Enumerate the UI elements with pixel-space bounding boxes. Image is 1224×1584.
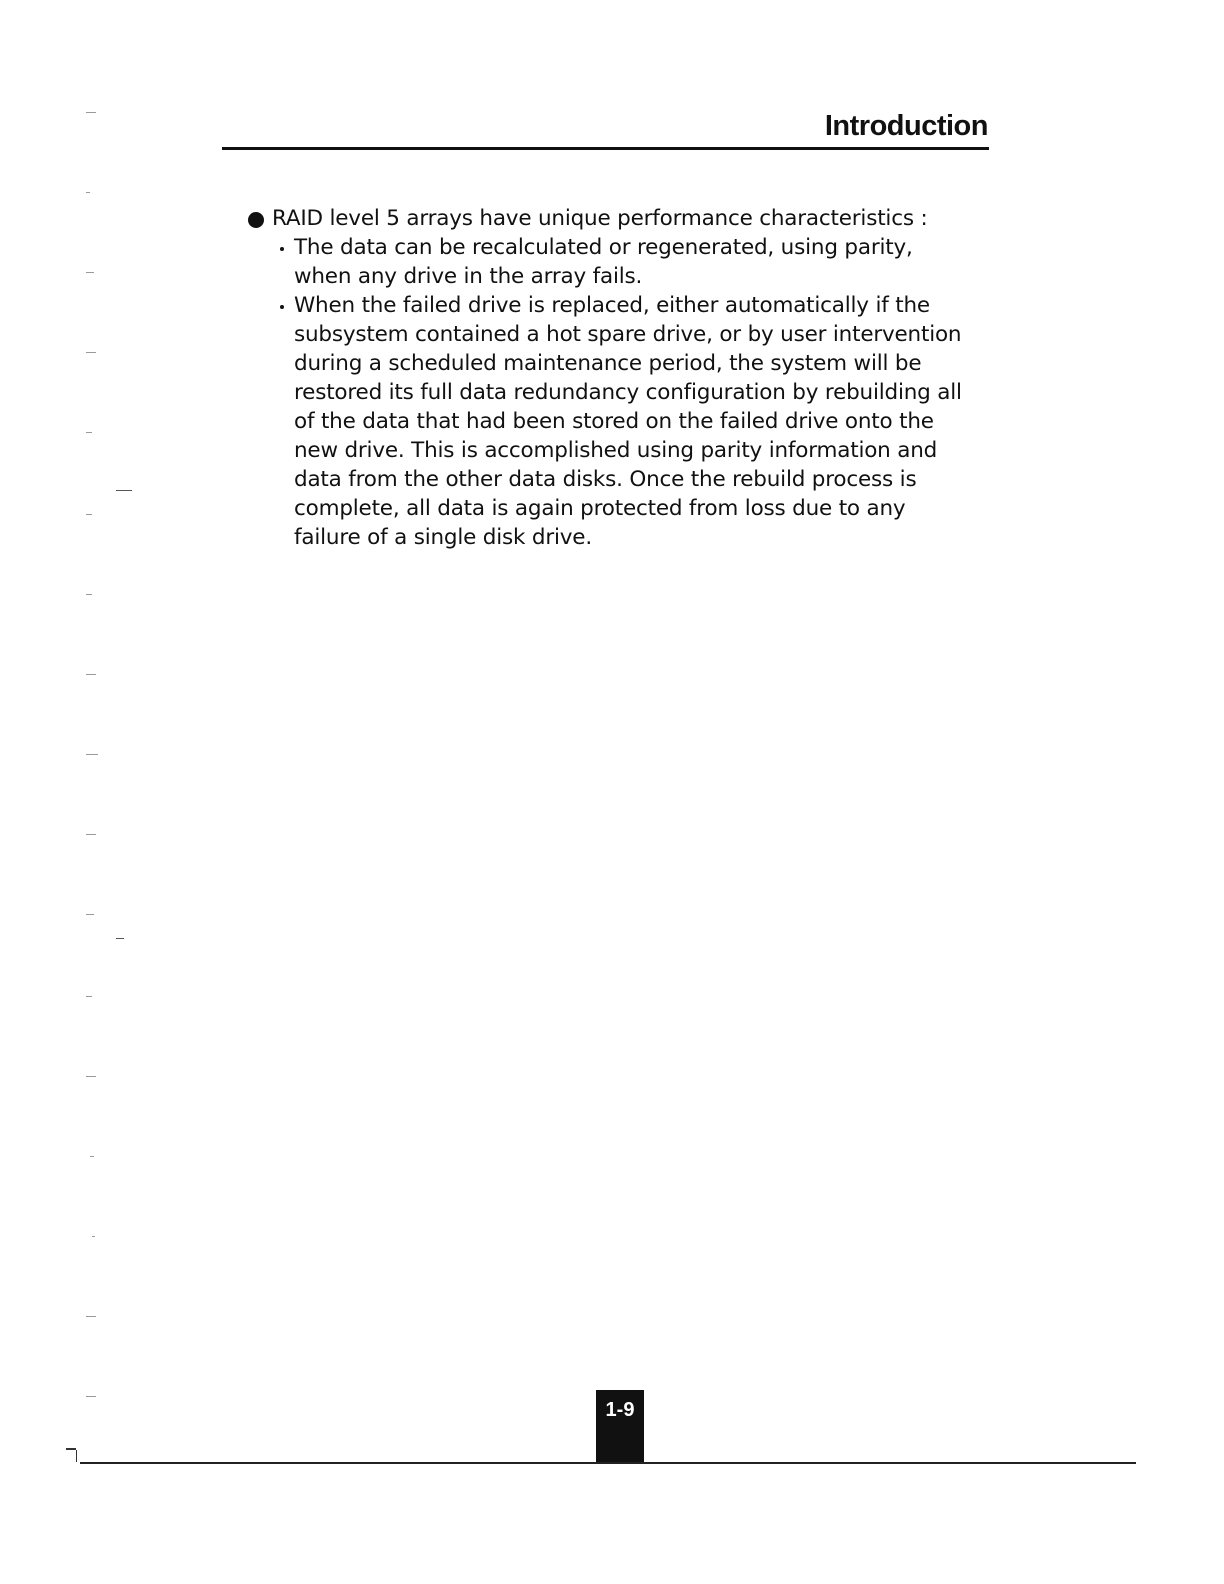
margin-mark bbox=[86, 914, 94, 915]
page-number-tab bbox=[596, 1390, 644, 1464]
margin-mark bbox=[116, 490, 132, 491]
margin-mark bbox=[86, 112, 96, 113]
list-item-text: When the failed drive is replaced, either automatically if the subsystem contained a hot spare drive, or by user intervention during a scheduled maintenance period, the system will be restored its full data redundancy configuration by rebuilding all of the data that had been stored on the failed drive onto the new drive. This is accomplished using parity information and data from the other data disks. Once the rebuild process is complete, all data is again protected from loss due to any failure of a single disk drive. bbox=[294, 293, 962, 550]
margin-mark bbox=[116, 938, 124, 939]
margin-mark bbox=[90, 1156, 94, 1157]
sub-bullet-list bbox=[246, 233, 986, 552]
page-number: 1-9 bbox=[605, 1399, 635, 1421]
footer-rule bbox=[80, 1462, 1136, 1464]
margin-mark bbox=[86, 594, 92, 595]
list-item-text: The data can be recalculated or regenerated, using parity, when any drive in the array fails. bbox=[294, 235, 913, 289]
margin-mark bbox=[86, 674, 96, 675]
lead-bullet bbox=[246, 204, 986, 233]
margin-mark bbox=[86, 192, 90, 193]
small-bullet-icon bbox=[280, 247, 284, 251]
margin-mark bbox=[86, 1396, 96, 1397]
margin-mark bbox=[86, 352, 96, 353]
margin-mark bbox=[86, 996, 92, 997]
list-item bbox=[246, 233, 974, 291]
page-title: Introduction bbox=[824, 110, 988, 142]
margin-mark bbox=[86, 754, 98, 755]
margin-mark bbox=[86, 272, 94, 273]
margin-mark bbox=[86, 1076, 96, 1077]
small-bullet-icon bbox=[280, 305, 284, 309]
margin-mark bbox=[86, 514, 92, 515]
margin-mark bbox=[86, 432, 92, 433]
bullet-dot-icon bbox=[248, 212, 264, 228]
margin-mark bbox=[92, 1236, 95, 1237]
main-content bbox=[246, 204, 986, 552]
margin-mark bbox=[86, 1316, 96, 1317]
header-rule bbox=[222, 147, 989, 150]
lead-text: RAID level 5 arrays have unique performance characteristics : bbox=[272, 206, 928, 231]
margin-mark bbox=[86, 834, 96, 835]
corner-mark bbox=[66, 1448, 76, 1450]
list-item bbox=[246, 291, 974, 552]
corner-mark bbox=[76, 1450, 77, 1462]
